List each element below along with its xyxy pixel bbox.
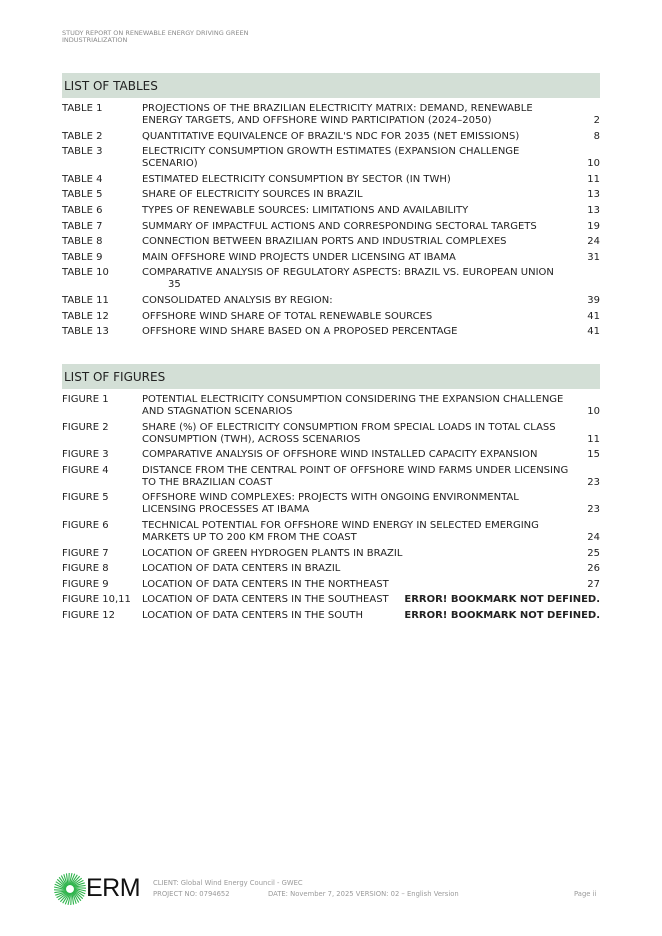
toc-entry-title [142, 311, 587, 323]
toc-entry-label: TABLE 1 [62, 103, 103, 114]
toc-entry-title [142, 326, 587, 338]
toc-entry-title-text: QUANTITATIVE EQUIVALENCE OF BRAZIL'S NDC FOR 2035 (NET EMISSIONS) [142, 130, 520, 142]
toc-entry-title [142, 465, 587, 489]
erm-logo [53, 872, 143, 904]
toc-entry-label: TABLE 13 [62, 326, 109, 338]
toc-entry-label: TABLE 8 [62, 236, 103, 248]
erm-sunburst-icon [53, 872, 87, 906]
toc-entry-label: TABLE 7 [62, 220, 103, 232]
toc-entry-title [142, 492, 587, 516]
page-footer [0, 872, 662, 912]
toc-entry-page: 23 [587, 504, 600, 516]
toc-entry[interactable] [62, 103, 600, 127]
toc-entry-label: TABLE 10 [62, 267, 109, 279]
toc-entry-page: 27 [587, 578, 600, 590]
toc-entry-title-text: SHARE OF ELECTRICITY SOURCES IN BRAZIL [142, 189, 363, 201]
toc-entry[interactable] [62, 221, 600, 233]
toc-entry-title-text: COMPARATIVE ANALYSIS OF REGULATORY ASPECTS: BRAZIL VS. EUROPEAN UNION [142, 267, 554, 279]
list-of-tables-heading: LIST OF TABLES [62, 73, 600, 98]
toc-entry-title-text: POTENTIAL ELECTRICITY CONSUMPTION CONSIDERING THE EXPANSION CHALLENGE AND STAGNATION SCENARIOS [142, 394, 564, 417]
toc-entry-label: TABLE 12 [62, 310, 109, 322]
toc-entry-title-text: OFFSHORE WIND SHARE BASED ON A PROPOSED PERCENTAGE [142, 326, 458, 338]
toc-entry[interactable] [62, 579, 600, 591]
toc-entry-label: TABLE 2 [62, 130, 103, 142]
toc-entry[interactable] [62, 465, 600, 489]
toc-entry-title [142, 267, 600, 291]
toc-entry-title [142, 579, 587, 591]
toc-entry-error: ERROR! BOOKMARK NOT DEFINED. [404, 594, 600, 606]
toc-entry-title-text: SHARE (%) OF ELECTRICITY CONSUMPTION FROM SPECIAL LOADS IN TOTAL CLASS CONSUMPTION (TWH), ACROSS SCENARIOS [142, 421, 556, 445]
toc-entry-label: FIGURE 7 [62, 547, 109, 559]
toc-entry-title [142, 394, 587, 418]
toc-entry-title [142, 422, 587, 446]
toc-entry-label: FIGURE 12 [62, 609, 115, 621]
toc-entry-title-text: CONNECTION BETWEEN BRAZILIAN PORTS AND INDUSTRIAL COMPLEXES [142, 236, 507, 248]
toc-entry-title-text: PROJECTIONS OF THE BRAZILIAN ELECTRICITY MATRIX: DEMAND, RENEWABLE ENERGY TARGETS, AND OFFSHORE WIND PARTICIPATION (2024–2050) [142, 103, 533, 126]
toc-entry-label: FIGURE 3 [62, 449, 109, 461]
erm-logo-text: ERM [86, 874, 141, 902]
toc-entry-page: 13 [587, 204, 600, 216]
toc-entry[interactable] [62, 492, 600, 516]
toc-entry-title-text: MAIN OFFSHORE WIND PROJECTS UNDER LICENSING AT IBAMA [142, 251, 456, 263]
toc-entry-page: 11 [587, 173, 600, 185]
toc-entry-label: TABLE 11 [62, 294, 109, 306]
toc-entry-page: 8 [593, 130, 600, 142]
toc-entry-label: FIGURE 6 [62, 519, 109, 531]
toc-entry[interactable] [62, 189, 600, 201]
toc-entry-label: FIGURE 5 [62, 492, 109, 504]
list-of-tables [62, 73, 600, 342]
toc-entry-title [142, 252, 587, 264]
toc-entry-title-text: OFFSHORE WIND COMPLEXES: PROJECTS WITH ONGOING ENVIRONMENTAL LICENSING PROCESSES AT IBAMA [142, 492, 519, 516]
toc-entry-page: 15 [587, 449, 600, 461]
toc-entry[interactable] [62, 520, 600, 544]
toc-entry[interactable] [62, 548, 600, 560]
toc-entry-title-text: LOCATION OF GREEN HYDROGEN PLANTS IN BRAZIL [142, 547, 403, 559]
toc-entry[interactable] [62, 252, 600, 264]
toc-entry[interactable] [62, 422, 600, 446]
toc-entry-title-text: LOCATION OF DATA CENTERS IN THE NORTHEAST [142, 578, 389, 590]
toc-entry[interactable] [62, 267, 600, 291]
toc-entry-label: TABLE 9 [62, 251, 103, 263]
toc-entry-title-text: ESTIMATED ELECTRICITY CONSUMPTION BY SECTOR (IN TWH) [142, 173, 451, 185]
toc-entry[interactable] [62, 394, 600, 418]
toc-entry[interactable] [62, 311, 600, 323]
toc-entry[interactable] [62, 563, 600, 575]
toc-entry-label: TABLE 6 [62, 204, 103, 216]
list-of-figures [62, 364, 600, 626]
toc-entry-page: 35 [168, 279, 181, 291]
toc-entry-label: FIGURE 1 [62, 394, 109, 405]
toc-entry-title [142, 563, 587, 575]
toc-entry-label: FIGURE 9 [62, 578, 109, 590]
toc-entry-label: FIGURE 4 [62, 464, 109, 476]
toc-entry-title-text: LOCATION OF DATA CENTERS IN BRAZIL [142, 563, 341, 575]
toc-entry-title-text: OFFSHORE WIND SHARE OF TOTAL RENEWABLE SOURCES [142, 310, 433, 322]
toc-entry-title-text: LOCATION OF DATA CENTERS IN THE SOUTHEAST [142, 594, 389, 606]
toc-entry-page: 23 [587, 476, 600, 488]
tables-list [62, 103, 600, 338]
toc-entry-title [142, 236, 587, 248]
toc-entry[interactable] [62, 236, 600, 248]
toc-entry-title-text: COMPARATIVE ANALYSIS OF OFFSHORE WIND INSTALLED CAPACITY EXPANSION [142, 449, 538, 461]
toc-entry-title [142, 205, 587, 217]
toc-entry-title [142, 610, 600, 622]
toc-entry-page: 31 [587, 251, 600, 263]
toc-entry[interactable] [62, 146, 600, 170]
toc-entry[interactable] [62, 326, 600, 338]
toc-entry-page: 19 [587, 220, 600, 232]
toc-entry-title-text: DISTANCE FROM THE CENTRAL POINT OF OFFSHORE WIND FARMS UNDER LICENSING TO THE BRAZILIAN COAST [142, 464, 569, 488]
toc-entry-label: TABLE 3 [62, 146, 103, 158]
toc-entry-title [142, 594, 600, 606]
toc-entry-title-text: ELECTRICITY CONSUMPTION GROWTH ESTIMATES (EXPANSION CHALLENGE SCENARIO) [142, 146, 520, 170]
toc-entry-page: 24 [587, 531, 600, 543]
toc-entry-page: 2 [593, 115, 600, 126]
toc-entry-title [142, 548, 587, 560]
figures-list [62, 394, 600, 622]
toc-entry-title [142, 131, 588, 143]
toc-entry-title [142, 449, 587, 461]
toc-entry-page: 24 [587, 236, 600, 248]
toc-entry[interactable] [62, 449, 600, 461]
toc-entry[interactable] [62, 205, 600, 217]
toc-entry-page: 41 [587, 326, 600, 338]
toc-entry-page: 10 [587, 158, 600, 170]
toc-entry-label: TABLE 4 [62, 173, 103, 185]
running-header: STUDY REPORT ON RENEWABLE ENERGY DRIVING GREEN INDUSTRIALIZATION [62, 29, 249, 44]
toc-entry-page: 26 [587, 563, 600, 575]
toc-entry-label: FIGURE 10,11 [62, 594, 131, 606]
toc-entry-title [142, 189, 587, 201]
footer-page-number: Page ii [574, 890, 597, 898]
toc-entry-title-text: CONSOLIDATED ANALYSIS BY REGION: [142, 294, 333, 306]
toc-entry-page: 10 [587, 406, 600, 417]
toc-entry-title [142, 520, 587, 544]
toc-entry[interactable] [62, 594, 600, 606]
toc-entry[interactable] [62, 174, 600, 186]
toc-entry[interactable] [62, 295, 600, 307]
list-of-figures-heading: LIST OF FIGURES [62, 364, 600, 389]
toc-entry-error: ERROR! BOOKMARK NOT DEFINED. [404, 609, 600, 621]
toc-entry[interactable] [62, 131, 600, 143]
toc-entry-title-text: LOCATION OF DATA CENTERS IN THE SOUTH [142, 609, 364, 621]
toc-entry-page: 39 [587, 294, 600, 306]
toc-entry-title-text: SUMMARY OF IMPACTFUL ACTIONS AND CORRESPONDING SECTORAL TARGETS [142, 220, 537, 232]
footer-client: CLIENT: Global Wind Energy Council - GWEC [153, 879, 303, 887]
toc-entry-label: FIGURE 8 [62, 563, 109, 575]
toc-entry-page: 13 [587, 189, 600, 201]
toc-entry-title-text: TYPES OF RENEWABLE SOURCES: LIMITATIONS AND AVAILABILITY [142, 204, 469, 216]
toc-entry-page: 11 [587, 433, 600, 445]
toc-entry-title [142, 146, 587, 170]
toc-entry[interactable] [62, 610, 600, 622]
toc-entry-label: TABLE 5 [62, 189, 103, 201]
toc-entry-title [142, 221, 587, 233]
footer-date-version: DATE: November 7, 2025 VERSION: 02 – English Version [268, 890, 459, 898]
toc-entry-title [142, 295, 587, 307]
toc-entry-title [142, 174, 587, 186]
toc-entry-page: 25 [587, 547, 600, 559]
toc-entry-title [142, 103, 588, 127]
toc-entry-label: FIGURE 2 [62, 421, 109, 433]
toc-entry-page: 41 [587, 310, 600, 322]
footer-project: PROJECT NO: 0794652 [153, 890, 230, 898]
toc-entry-title-text: TECHNICAL POTENTIAL FOR OFFSHORE WIND ENERGY IN SELECTED EMERGING MARKETS UP TO 200 KM FROM THE COAST [142, 519, 539, 543]
